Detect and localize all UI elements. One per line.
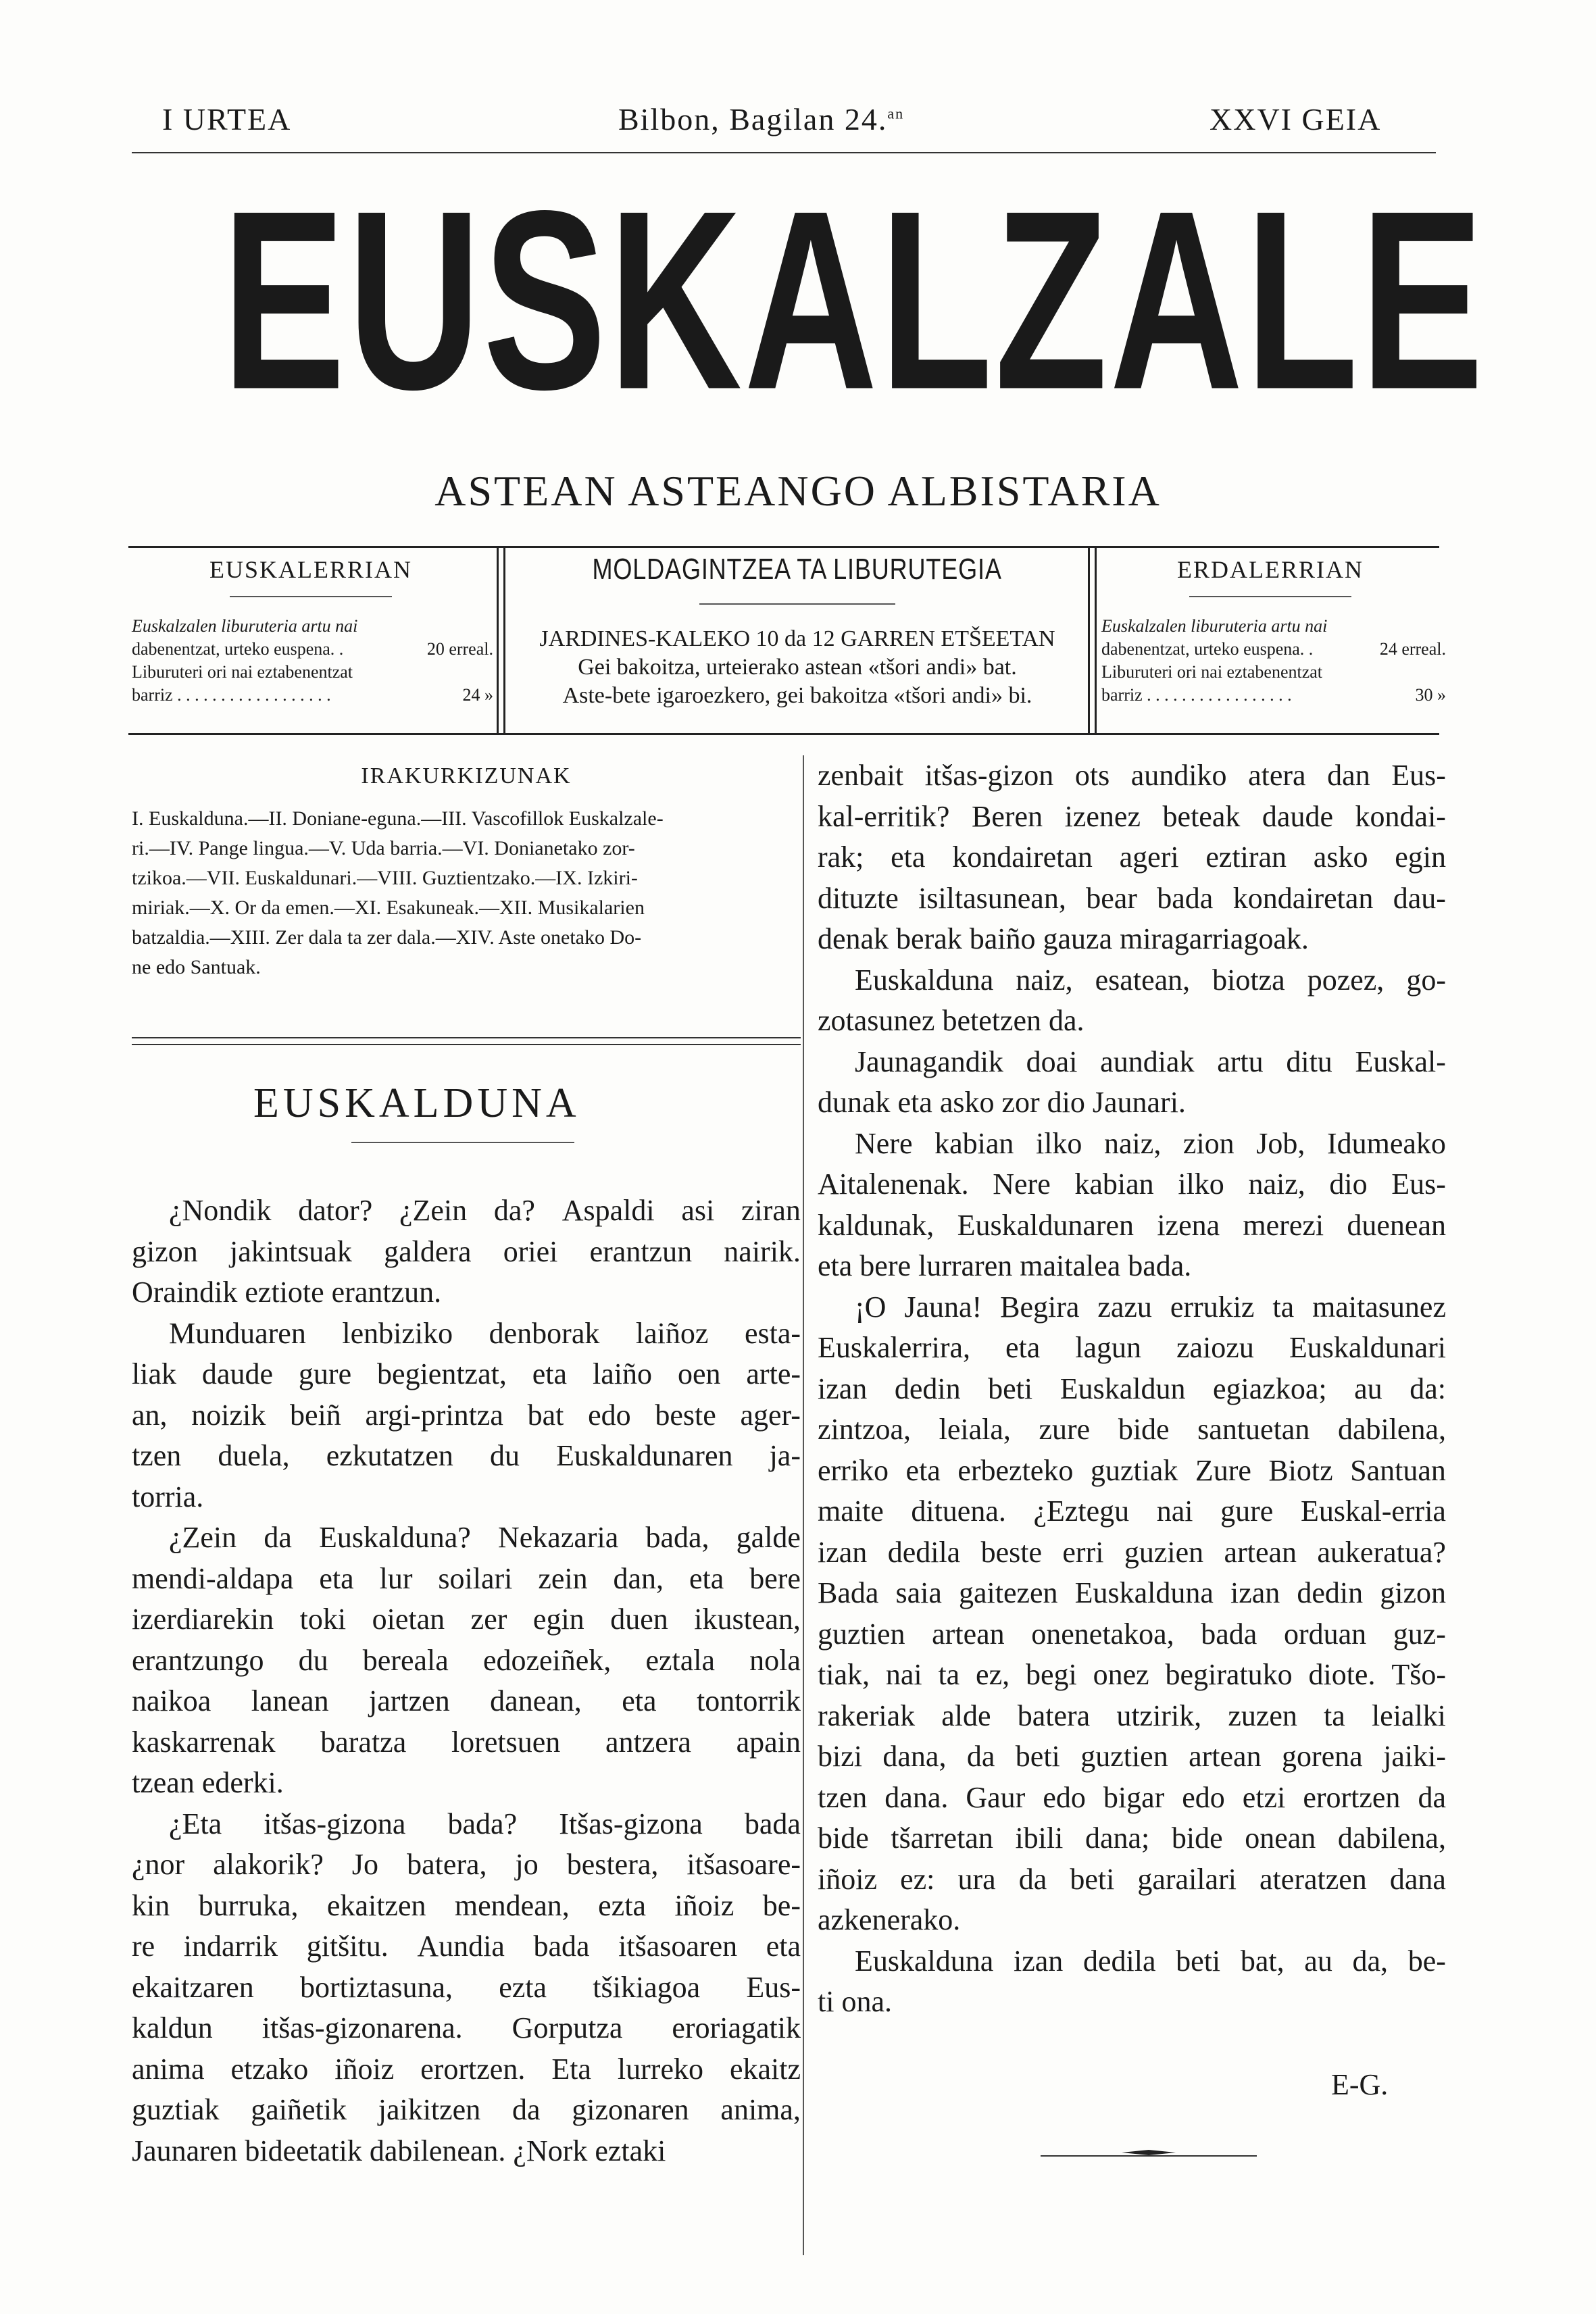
article-line: mendi-aldapa eta lur soilari zein dan, eta bere [132, 1561, 801, 1595]
article-line: rakeriak alde batera utzirik, zuzen ta leialki [818, 1699, 1446, 1732]
article-line: ¡O Jauna! Begira zazu errukiz ta maitasunez [855, 1290, 1446, 1324]
masthead-subtitle: ASTEAN ASTEANGO ALBISTARIA [434, 467, 1162, 515]
article-line: an, noizik beiñ argi-printza bat edo beste ager- [132, 1398, 801, 1432]
article-line: eta bere lurraren maitalea bada. [818, 1249, 1192, 1282]
article-line: zotasunez betetzen da. [818, 1004, 1084, 1037]
contents-line: miriak.—X. Or da emen.—XI. Esakuneak.—XII. Musikalarien [132, 897, 645, 919]
info-left-rule [230, 596, 392, 597]
article-line: erantzungo du bereala edozeiñek, eztala nola [132, 1643, 801, 1677]
article-line: kaskarrenak baratza loretsuen antzera apain [132, 1725, 801, 1759]
info-left-line: barriz . . . . . . . . . . . . . . . . . . 24 » [132, 685, 493, 705]
article-line: Bada saia gaitezen Euskalduna izan dedin gizon [818, 1576, 1446, 1609]
article-line: ekaitzaren bortiztasuna, ezta tšikiagoa Eus- [132, 1970, 801, 2004]
contents-title: IRAKURKIZUNAK [361, 763, 572, 788]
article-line: zintzoa, leiala, zure bide santuetan dabilena, [818, 1413, 1446, 1446]
info-left-line: dabenentzat, urteko euspena. . 20 erreal. [132, 639, 493, 659]
article-line: Nere kabian ilko naiz, zion Job, Idumeako [855, 1126, 1446, 1160]
contents-line: ne edo Santuak. [132, 956, 261, 978]
info-box-divider [1095, 546, 1097, 735]
info-left-text [132, 615, 493, 707]
article-line: Euskalduna naiz, esatean, biotza pozez, go- [855, 963, 1446, 997]
contents-rule [132, 1044, 801, 1045]
info-middle-line: Gei bakoitza, urteierako astean «tšori andi» bat. [578, 655, 1017, 680]
article-line: tzen duela, ezkutatzen du Euskaldunaren ja- [132, 1439, 801, 1472]
article-line: Oraindik eztiote erantzun. [132, 1276, 442, 1309]
info-middle-line: JARDINES-KALEKO 10 da 12 GARREN ETŠEETAN [539, 626, 1055, 651]
article-line: ti ona. [818, 1985, 892, 2018]
article-line: gizon jakintsuak galdera oriei erantzun nairik. [132, 1234, 801, 1268]
info-right-rule [1189, 596, 1351, 597]
issue-number: XXVI GEIA [1210, 102, 1382, 136]
contents-rule [132, 1037, 801, 1038]
contents-list [132, 804, 801, 982]
article-line: re indarrik gitšitu. Aundia bada itšasoaren eta [132, 1930, 801, 1963]
article-line: erriko eta erbezteko guztiak Zure Biotz Santuan [818, 1453, 1446, 1487]
article-line: kaldun itšas-gizonarena. Gorputza eroriagatik [132, 2011, 801, 2044]
article-line: ¿Eta itšas-gizona bada? Itšas-gizona bada [169, 1807, 801, 1840]
contents-line: tzikoa.—VII. Euskaldunari.—VIII. Guztientzako.—IX. Izkiri- [132, 867, 638, 889]
article-line: liak daude gure begientzat, eta laiño oen arte- [132, 1357, 801, 1390]
info-box-top-rule [128, 546, 1439, 548]
article-line: tiak, nai ta ez, begi onez begiratuko diote. Tšo- [818, 1658, 1446, 1691]
article-line: rak; eta kondairetan ageri eztiran asko egin [818, 840, 1446, 874]
info-right-line: Euskalzalen liburuteria artu nai [1101, 616, 1328, 636]
article-line: Euskalduna izan dedila beti bat, au da, be- [855, 1944, 1446, 1978]
article-line: ¿Nondik dator? ¿Zein da? Aspaldi asi ziran [169, 1194, 801, 1227]
article-line: izan dedin beti Euskaldun egiazkoa; au da: [818, 1372, 1446, 1405]
article-line: dunak eta asko zor dio Jaunari. [818, 1086, 1186, 1119]
info-middle-title: MOLDAGINTZEA TA LIBURUTEGIA [592, 553, 1003, 586]
info-left-line: Euskalzalen liburuteria artu nai [132, 616, 358, 636]
article-title: EUSKALDUNA [253, 1080, 580, 1126]
article-line: kal-erritik? Beren izenez beteak daude kondai- [818, 799, 1446, 833]
info-box-divider [503, 546, 505, 735]
article-title-rule [351, 1142, 574, 1143]
article-line: denak berak baiño gauza miragarriagoak. [818, 922, 1309, 955]
article-line: bizi dana, da beti guztien artean gorena jaiki- [818, 1740, 1446, 1773]
info-right-text [1101, 615, 1446, 707]
volume-year: I URTEA [162, 102, 292, 136]
date-suffix: an [887, 105, 905, 122]
article-line: guztiak gaiñetik jaikitzen da gizonaren anima, [132, 2093, 801, 2126]
column-divider [803, 755, 804, 2255]
article-line: bide tšarretan ibili dana; bide onean dabilena, [818, 1821, 1446, 1855]
article-right-column [818, 755, 1446, 2023]
article-line: kin burruka, ekaitzen mendean, ezta iñoiz be- [132, 1888, 801, 1922]
article-line: naikoa lanean jartzen danean, eta tontorrik [132, 1684, 801, 1717]
article-line: dituzte isiltasunean, bear bada kondairetan dau- [818, 881, 1446, 915]
article-line: iñoiz ez: ura da beti garailari ateratzen dana [818, 1862, 1446, 1896]
info-middle-text [510, 625, 1084, 710]
article-line: torria. [132, 1480, 204, 1513]
article-line: tzen dana. Gaur edo bigar edo etzi erortzen da [818, 1780, 1446, 1814]
contents-line: I. Euskalduna.—II. Doniane-eguna.—III. Vascofillok Euskalzale- [132, 807, 664, 830]
info-middle-line: Aste-bete igaroezkero, gei bakoitza «tšori andi» bi. [562, 683, 1032, 708]
masthead-title [0, 157, 1596, 443]
article-line: Aitalenenak. Nere kabian ilko naiz, dio Eus- [818, 1167, 1446, 1201]
article-line: guztien artean onenetakoa, bada orduan guz- [818, 1617, 1446, 1651]
contents-line: batzaldia.—XIII. Zer dala ta zer dala.—XIV. Aste onetako Do- [132, 926, 642, 949]
article-line: ¿nor alakorik? Jo batera, jo bestera, itšasoare- [132, 1848, 801, 1881]
info-right-title: ERDALERRIAN [1177, 556, 1364, 583]
article-line: Munduaren lenbiziko denborak laiñoz esta- [169, 1316, 801, 1350]
article-line: Jaunaren bideetatik dabilenean. ¿Nork eztaki [132, 2134, 666, 2167]
info-box-divider [497, 546, 499, 735]
header-rule [132, 152, 1436, 153]
article-left-column [132, 1190, 801, 2171]
contents-line: ri.—IV. Pange lingua.—V. Uda barria.—VI. Donianetako zor- [132, 837, 635, 859]
info-left-line: Liburuteri ori nai eztabenentzat [132, 662, 353, 682]
info-right-line: dabenentzat, urteko euspena. . 24 erreal. [1101, 639, 1446, 659]
article-line: izerdiarekin toki oietan zer egin duen ikustean, [132, 1603, 801, 1636]
article-line: izan dedila beste erri guzien artean aukeratua? [818, 1535, 1446, 1569]
info-right-line: barriz . . . . . . . . . . . . . . . . . 30 » [1101, 685, 1446, 705]
info-middle-rule [699, 603, 895, 605]
article-line: tzean ederki. [132, 1766, 284, 1799]
article-line: azkenerako. [818, 1903, 961, 1936]
masthead-title-text: EUSKALZALE [222, 157, 1486, 443]
info-box-divider [1088, 546, 1090, 735]
article-line: kaldunak, Euskaldunaren izena merezi duenean [818, 1208, 1446, 1242]
article-signature: E-G. [1331, 2068, 1389, 2101]
place-date [618, 101, 904, 137]
info-left-title: EUSKALERRIAN [209, 556, 412, 583]
info-box-bottom-rule [128, 733, 1439, 735]
article-line: anima etzako iñoiz erortzen. Eta lurreko ekaitz [132, 2052, 801, 2086]
article-line: Jaunagandik doai aundiak artu ditu Euskal- [855, 1045, 1446, 1078]
article-line: ¿Zein da Euskalduna? Nekazaria bada, galde [169, 1521, 801, 1554]
article-line: zenbait itšas-gizon ots aundiko atera dan Eus- [818, 759, 1446, 792]
place-date-text: Bilbon, Bagilan 24. [618, 102, 888, 136]
end-ornament-icon [1122, 2148, 1176, 2157]
info-right-line: Liburuteri ori nai eztabenentzat [1101, 662, 1323, 682]
article-line: maite dituena. ¿Eztegu nai gure Euskal-erria [818, 1494, 1446, 1528]
article-line: Euskalerrira, eta lagun zaiozu Euskaldunari [818, 1331, 1446, 1364]
